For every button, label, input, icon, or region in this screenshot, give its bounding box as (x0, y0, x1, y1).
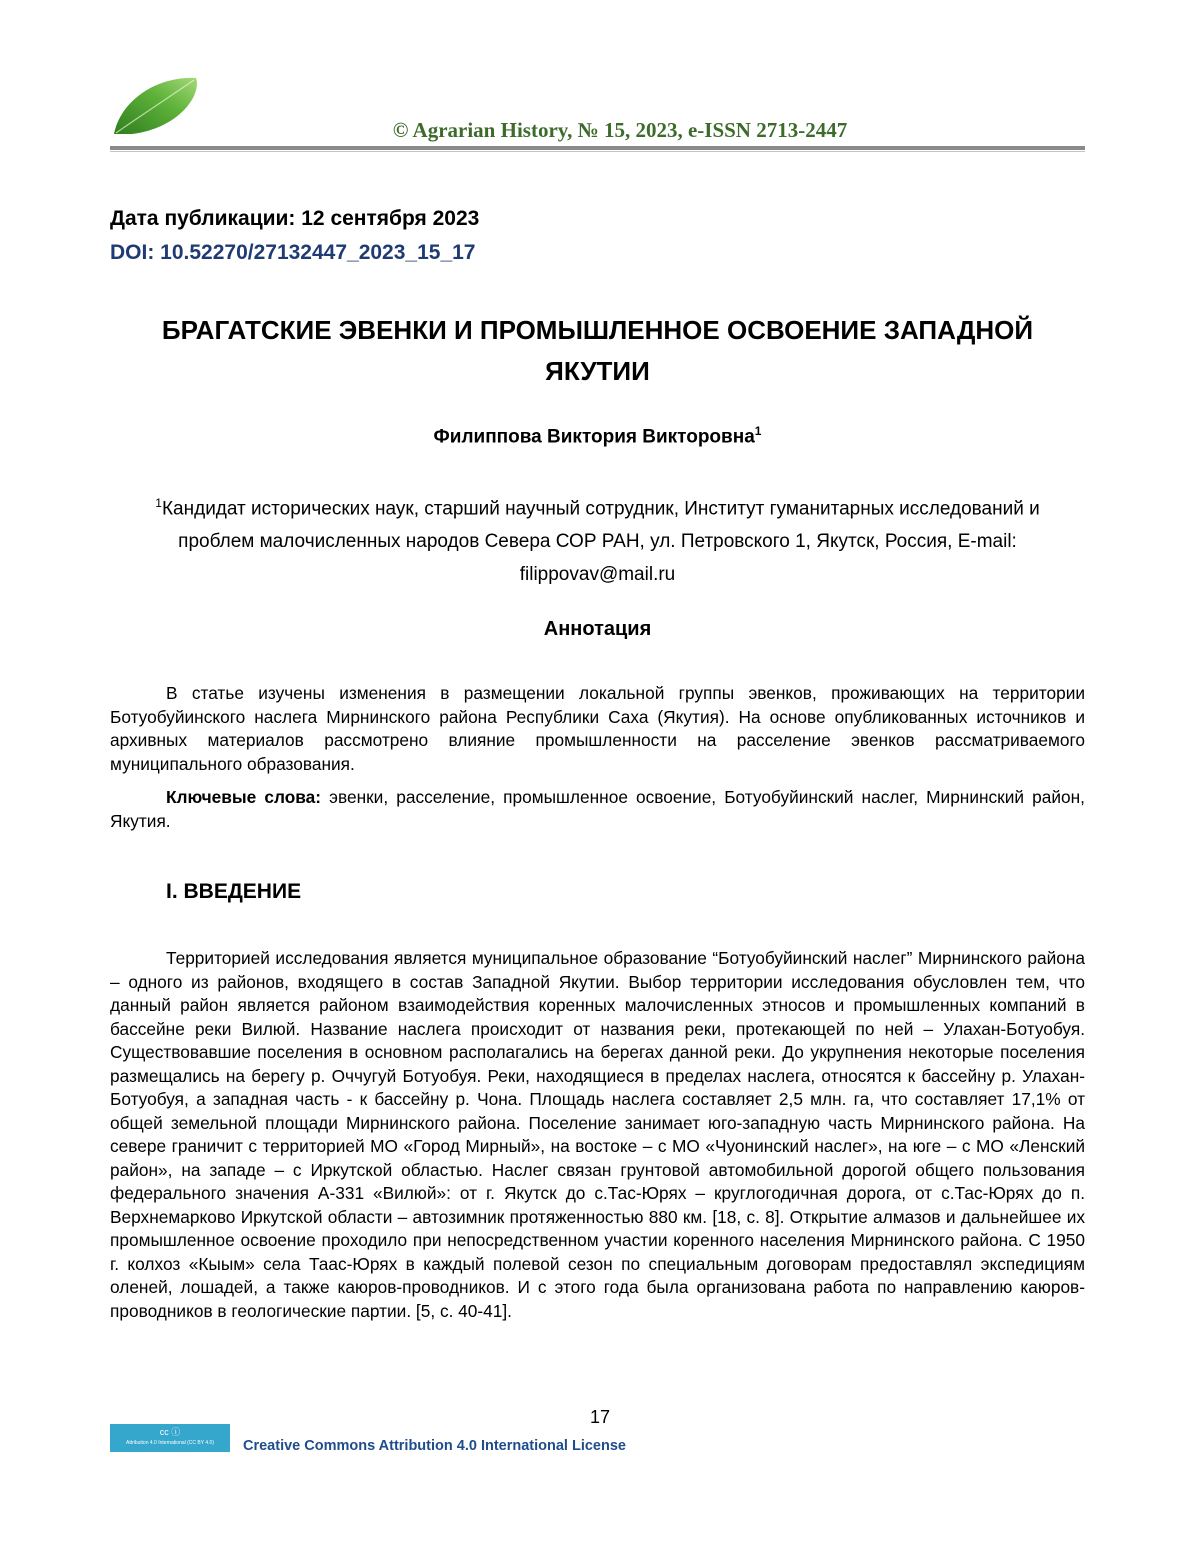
leaf-icon (110, 72, 230, 142)
affiliation-text: Кандидат исторических наук, старший научный сотрудник, Институт гуманитарных исследований и проблем малочисленных народов Севера СОР РАН, ул. Петровского 1, Якутск, Россия, E-mail: filippovav@mail.ru (161, 498, 1040, 586)
publication-date: Дата публикации: 12 сентября 2023 (110, 207, 480, 230)
affiliation (140, 487, 1055, 591)
header-rule-thin (110, 151, 1085, 152)
author-text: Филиппова Виктория Викторовна (433, 426, 755, 448)
doi-link[interactable]: DOI: 10.52270/27132447_2023_15_17 (110, 241, 476, 264)
keywords-label: Ключевые слова: (166, 787, 322, 807)
cc-badge[interactable] (110, 1424, 230, 1452)
journal-header: © Agrarian History, № 15, 2023, e-ISSN 2713-2447 (392, 118, 848, 142)
annotation-text: В статье изучены изменения в размещении локальной группы эвенков, проживающих на территории Ботуобуйинского наслега Мирнинского района Республики Саха (Якутия). На основе опубликованных источников и архивных материалов рассмотрено влияние промышленности на расселение эвенков рассматриваемого муниципального образования. (110, 683, 1085, 774)
cc-icon: cc ⓘ (159, 1427, 181, 1437)
affiliation-sup: 1 (155, 496, 162, 510)
cc-badge-text: Attribution 4.0 International (CC BY 4.0) (125, 1440, 214, 1446)
author-name (110, 424, 1085, 448)
article-title: БРАГАТСКИЕ ЭВЕНКИ И ПРОМЫШЛЕННОЕ ОСВОЕНИЕ ЗАПАДНОЙ ЯКУТИИ (161, 315, 1034, 386)
page-number: 17 (589, 1407, 611, 1427)
license-link[interactable]: Creative Commons Attribution 4.0 International License (243, 1438, 626, 1454)
keywords (110, 786, 1085, 833)
intro-text: Территорией исследования является муниципальное образование “Ботуобуйинский наслег” Мирнинского района – одного из районов, входящего в состав Западной Якутии. Выбор территории исследования обусловлен тем, что данный район является районом взаимодействия коренных малочисленных этносов и промышленных компаний в бассейне реки Вилюй. Название наслега происходит от названия реки, протекающей по ней – Улахан-Ботуобуя. Существовавшие поселения в основном располагались на берегах данной реки. До укрупнения некоторые поселения размещались на берегу р. Оччугуй Ботуобуя. Реки, находящиеся в пределах наслега, относятся к бассейну р. Улахан-Ботуобуя, а западная часть - к бассейну р. Чона. Площадь наслега составляет 2,5 млн. га, что составляет 17,1% от общей земельной площади Мирнинского района. Поселение занимает юго-западную часть Мирнинского района. На севере граничит с территорией МО «Город Мирный», на востоке – с МО «Чуонинский наслег», на юге – с МО «Ленский район», на западе – с Иркутской областью. Наслег связан грунтовой автомобильной дорогой общего пользования федерального значения А-331 «Вилюй»: от г. Якутск до с.Тас-Юрях – круглогодичная дорога, от с.Тас-Юрях до п. Верхнемарково Иркутской области – автозимник протяженностью 880 км. [18, с. 8]. Открытие алмазов и дальнейшее их промышленное освоение проходило при непосредственном участии коренного населения Мирнинского района. С 1950 г. колхоз «Кыым» села Таас-Юрях в каждый полевой сезон по специальным договорам предоставлял экспедициям оленей, лошадей, а также каюров-проводников. И с этого года была организована работа по направлению каюров-проводников в геологические партии. [5, с. 40-41]. (110, 948, 1085, 1321)
annotation-heading: Аннотация (543, 618, 652, 640)
header-rule (110, 146, 1085, 150)
author-sup: 1 (754, 424, 762, 438)
section-heading: I. ВВЕДЕНИЕ (166, 880, 302, 903)
keywords-text: эвенки, расселение, промышленное освоение, Ботуобуйинский наслег, Мирнинский район, Якутия. (110, 787, 1085, 831)
